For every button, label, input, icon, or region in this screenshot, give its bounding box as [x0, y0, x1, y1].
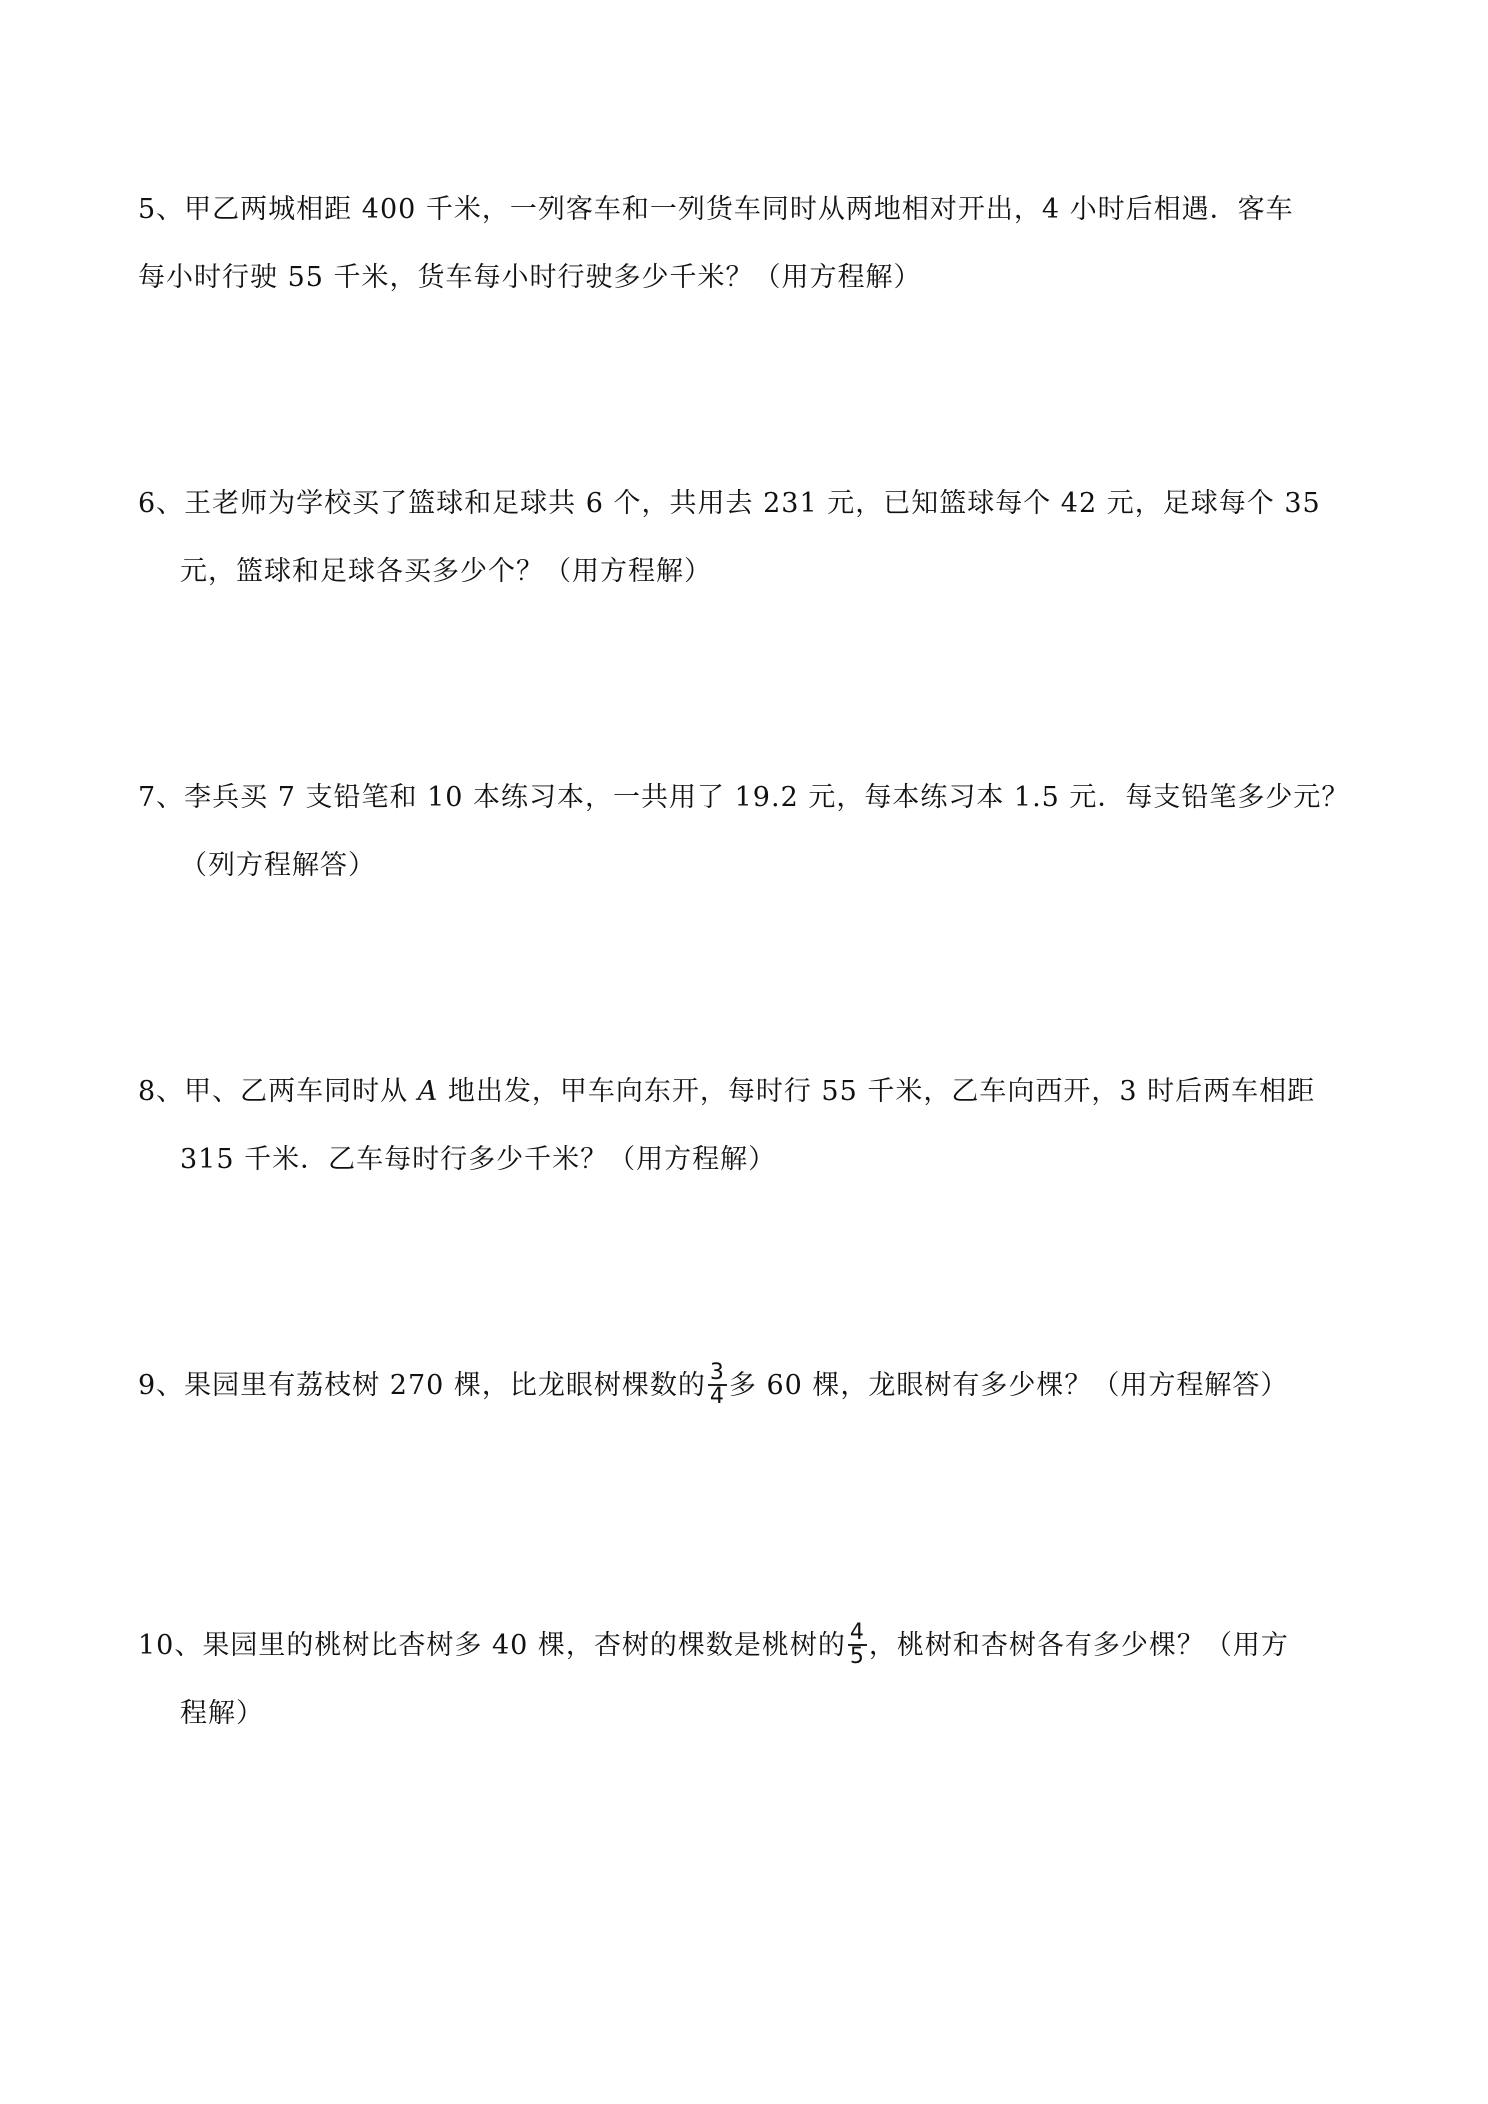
- fraction-numerator: 4: [849, 1619, 865, 1645]
- problem-8-text-a: 8、甲、乙两车同时从: [138, 1076, 418, 1107]
- problem-10-fraction: [848, 1619, 867, 1669]
- fraction-numerator: 3: [709, 1359, 725, 1385]
- problem-7-line-1: 7、李兵买 7 支铅笔和 10 本练习本，一共用了 19.2 元，每本练习本 1.5 元．每支铅笔多少元？: [138, 782, 1350, 813]
- problem-5: [138, 176, 1360, 312]
- problem-10: [138, 1612, 1360, 1748]
- problem-7: [138, 764, 1360, 900]
- problem-5-line-1: 5、甲乙两城相距 400 千米，一列客车和一列货车同时从两地相对开出，4 小时后相遇．客车: [138, 194, 1294, 225]
- problem-7-line-2: （列方程解答）: [180, 850, 376, 881]
- problem-9-text-a: 9、果园里有荔枝树 270 棵，比龙眼树棵数的: [138, 1370, 706, 1401]
- problem-6-line-1: 6、王老师为学校买了篮球和足球共 6 个，共用去 231 元，已知篮球每个 42 元，足球每个 35: [138, 488, 1321, 519]
- problem-10-line-1: [138, 1612, 1360, 1680]
- problem-9-text-b: 多 60 棵，龙眼树有多少棵？（用方程解答）: [728, 1370, 1289, 1401]
- fraction-denominator: 5: [849, 1643, 865, 1669]
- problem-10-line-2: 程解）: [180, 1698, 264, 1729]
- problem-8: [138, 1058, 1360, 1194]
- problem-9-fraction: [708, 1359, 727, 1409]
- problem-8-text-b: 地出发，甲车向东开，每时行 55 千米，乙车向西开，3 时后两车相距: [438, 1076, 1316, 1107]
- problem-10-text-a: 10、果园里的桃树比杏树多 40 棵，杏树的棵数是桃树的: [138, 1630, 846, 1661]
- problem-6-line-2: 元，篮球和足球各买多少个？（用方程解）: [180, 556, 712, 587]
- problem-9: [138, 1352, 1360, 1420]
- problem-9-line-1: [138, 1352, 1360, 1420]
- problem-8-line-1: [138, 1058, 1360, 1126]
- problem-8-line-2: 315 千米．乙车每时行多少千米？（用方程解）: [180, 1144, 777, 1175]
- fraction-denominator: 4: [709, 1383, 725, 1409]
- problem-6: [138, 470, 1360, 606]
- problem-8-variable-a: A: [417, 1076, 439, 1107]
- problem-10-text-b: ，桃树和杏树各有多少棵？（用方: [868, 1630, 1289, 1661]
- problem-5-line-2: 每小时行驶 55 千米，货车每小时行驶多少千米？（用方程解）: [138, 262, 922, 293]
